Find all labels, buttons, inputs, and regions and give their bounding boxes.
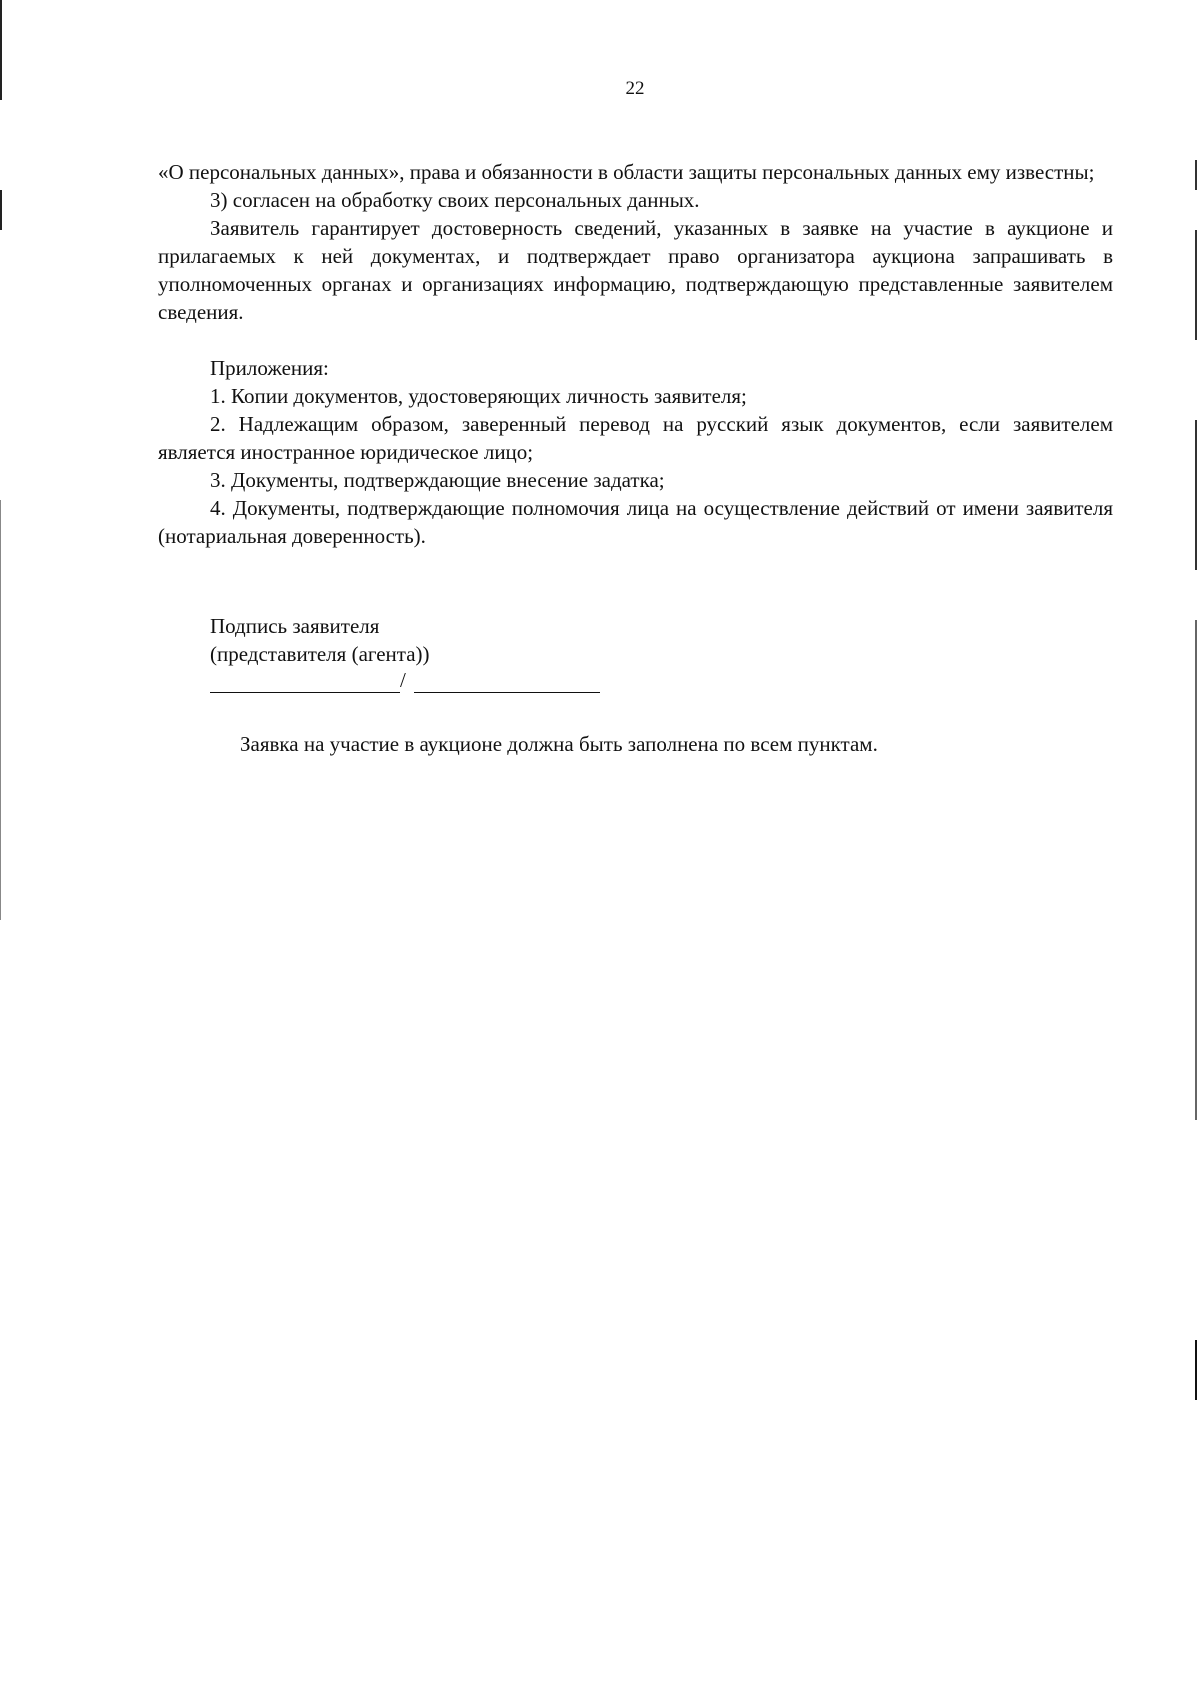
scan-edge-mark bbox=[1195, 230, 1197, 340]
attachment-item-2: 2. Надлежащим образом, заверенный перевод на русский язык документов, если заявителем является иностранное юридическое лицо; bbox=[158, 412, 1113, 464]
signature-sublabel: (представителя (агента)) bbox=[210, 642, 430, 666]
attachment-item-3: 3. Документы, подтверждающие внесение задатка; bbox=[210, 468, 665, 492]
signature-line bbox=[210, 668, 600, 698]
signature-blank-left bbox=[210, 692, 400, 693]
signature-blank-right bbox=[414, 692, 600, 693]
signature-separator: / bbox=[400, 668, 406, 692]
scan-edge-mark bbox=[0, 190, 2, 230]
page-number: 22 bbox=[625, 78, 645, 99]
scan-edge-mark bbox=[1195, 1340, 1197, 1400]
paragraph-consent-law: «О персональных данных», права и обязанности в области защиты персональных данных ему известны; bbox=[158, 160, 1095, 184]
attachments-heading: Приложения: bbox=[210, 356, 329, 380]
attachment-item-4: 4. Документы, подтверждающие полномочия лица на осуществление действий от имени заявителя (нотариальная доверенность). bbox=[158, 496, 1113, 548]
scan-edge-mark bbox=[1195, 160, 1197, 190]
spacer bbox=[158, 326, 1113, 354]
fill-instruction-note: Заявка на участие в аукционе должна быть заполнена по всем пунктам. bbox=[240, 732, 878, 756]
scan-edge-mark bbox=[0, 500, 1, 920]
scan-edge-mark bbox=[1195, 420, 1197, 570]
signature-block bbox=[210, 612, 600, 698]
attachment-item-1: 1. Копии документов, удостоверяющих личность заявителя; bbox=[210, 384, 747, 408]
scan-edge-mark bbox=[1195, 620, 1197, 1120]
scan-edge-mark bbox=[0, 0, 2, 100]
signature-label: Подпись заявителя bbox=[210, 614, 380, 638]
paragraph-guarantee: Заявитель гарантирует достоверность сведений, указанных в заявке на участие в аукционе и прилагаемых к ней документах, и подтверждает право организатора аукциона запрашивать в уполномоченных органах и организациях информацию, подтверждающую представленные заявителем сведения. bbox=[158, 216, 1113, 324]
document-body bbox=[158, 158, 1113, 550]
paragraph-consent-processing: 3) согласен на обработку своих персональных данных. bbox=[210, 188, 700, 212]
